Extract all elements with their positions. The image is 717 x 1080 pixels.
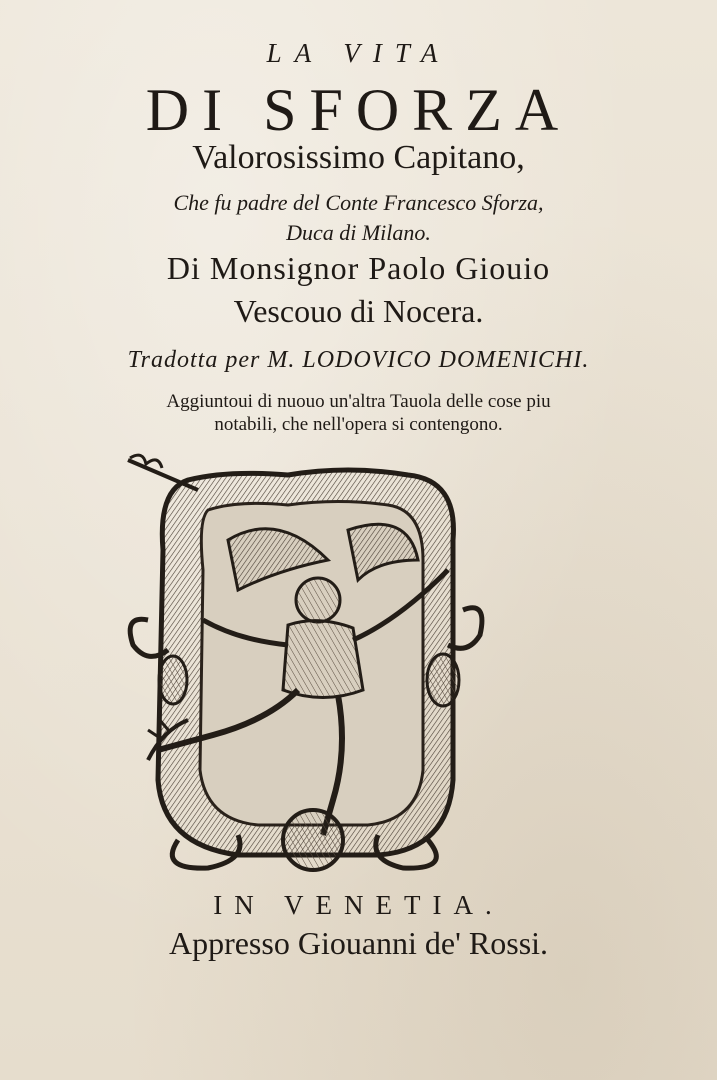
italic-line-2: Duca di Milano. [286,220,431,245]
translator-line: Tradotta per M. LODOVICO DOMENICHI. [127,347,590,373]
title-line-1: LA VITA [266,38,451,68]
addendum-line-2: notabili, che nell'opera si contengono. [214,414,503,435]
author-line-2: Vescouo di Nocera. [233,293,484,329]
imprint-printer: Appresso Giouanni de' Rossi. [168,925,549,961]
imprint-place: IN VENETIA. [213,890,504,920]
addendum-line-1: Aggiuntoui di nuouo un'altra Tauola delle cose piu [166,391,551,412]
printer-device-woodcut [118,450,490,880]
italic-line-1: Che fu padre del Conte Francesco Sforza, [173,190,544,215]
subtitle: Valorosissimo Capitano, [192,139,525,176]
title-line-2: DI SFORZA [145,77,572,143]
author-line-1: Di Monsignor Paolo Giouio [166,250,551,286]
